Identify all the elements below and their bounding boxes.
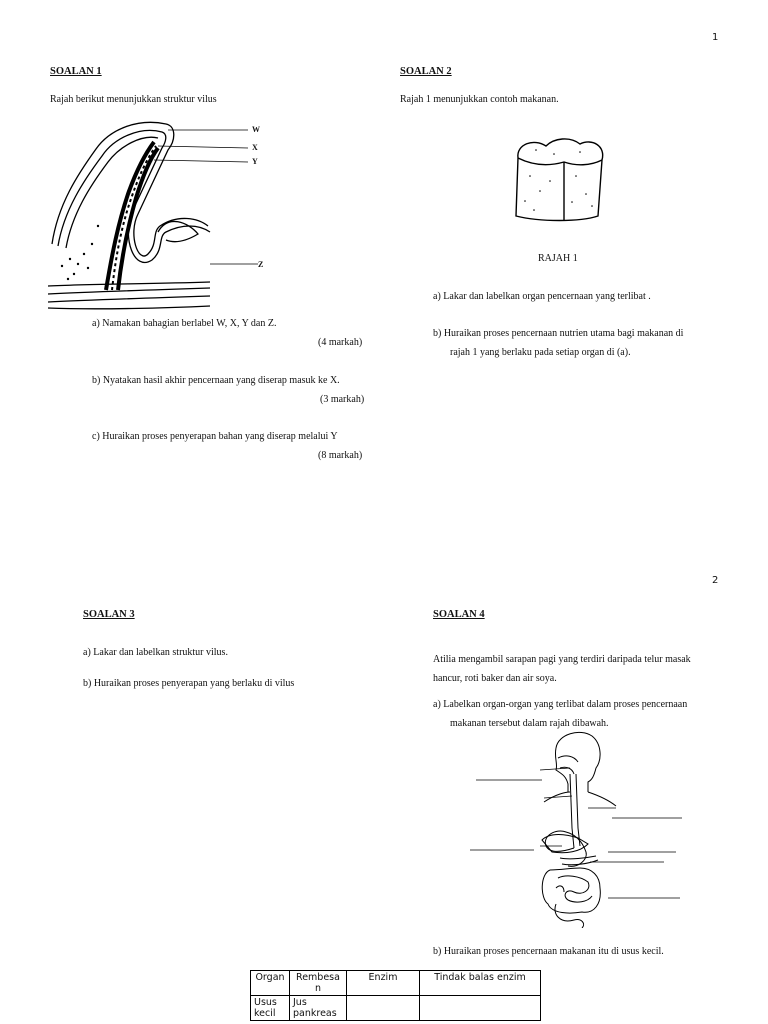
q4-intro-line1: Atilia mengambil sarapan pagi yang terdiri daripada telur masak	[433, 654, 691, 665]
table-header-cell	[290, 971, 347, 996]
header-organ: Organ	[255, 972, 285, 983]
q2-intro: Rajah 1 menunjukkan contoh makanan.	[400, 94, 559, 105]
q2-part-b-line1: b) Huraikan proses pencernaan nutrien utama bagi makanan di	[433, 328, 684, 339]
q3-heading: SOALAN 3	[83, 609, 135, 620]
q4-part-a-line1: a) Labelkan organ-organ yang terlibat dalam proses pencernaan	[433, 699, 688, 710]
q2-part-a: a) Lakar dan labelkan organ pencernaan yang terlibat .	[433, 291, 651, 302]
header-enzim: Enzim	[368, 972, 398, 983]
bread-image	[510, 136, 610, 226]
table-cell	[420, 996, 541, 1021]
q1-part-c: c) Huraikan proses penyerapan bahan yang diserap melalui Y	[92, 431, 338, 442]
q1-part-a: a) Namakan bahagian berlabel W, X, Y dan Z.	[92, 318, 277, 329]
header-rembesan: Rembesa n	[296, 972, 340, 994]
page-number-2: 2	[712, 575, 719, 586]
q1-intro: Rajah berikut menunjukkan struktur vilus	[50, 94, 217, 105]
q4-part-a-line2: makanan tersebut dalam rajah dibawah.	[450, 718, 609, 729]
q1-part-c-marks: (8 markah)	[318, 450, 363, 461]
q4-part-b: b) Huraikan proses pencernaan makanan itu di usus kecil.	[433, 946, 664, 957]
table-header-cell	[251, 971, 290, 996]
q3-part-b: b) Huraikan proses penyerapan yang berlaku di vilus	[83, 678, 295, 689]
label-x: X	[252, 143, 258, 152]
villus-diagram	[48, 114, 278, 314]
q2-caption: RAJAH 1	[538, 253, 578, 264]
table-header-row	[251, 971, 541, 996]
page-number-1: 1	[712, 32, 719, 43]
q1-part-b-marks: (3 markah)	[320, 394, 365, 405]
table-cell	[251, 996, 290, 1021]
q1-heading: SOALAN 1	[50, 66, 102, 77]
digestive-system-diagram	[470, 728, 686, 928]
label-z: Z	[258, 260, 264, 269]
label-w: W	[252, 125, 260, 134]
q2-part-b-line2: rajah 1 yang berlaku pada setiap organ di (a).	[450, 347, 631, 358]
cell-organ: Usus kecil	[254, 997, 277, 1019]
cell-rembesan: Jus pankreas	[293, 997, 337, 1019]
q3-part-a: a) Lakar dan labelkan struktur vilus.	[83, 647, 228, 658]
q4-intro-line2: hancur, roti baker dan air soya.	[433, 673, 557, 684]
table-header-cell	[420, 971, 541, 996]
q2-heading: SOALAN 2	[400, 66, 452, 77]
table-row	[251, 996, 541, 1021]
header-tindak-balas: Tindak balas enzim	[434, 972, 526, 983]
q4-heading: SOALAN 4	[433, 609, 485, 620]
organ-enzyme-table	[250, 970, 541, 1021]
table-header-cell	[347, 971, 420, 996]
table-cell	[347, 996, 420, 1021]
q1-part-b: b) Nyatakan hasil akhir pencernaan yang diserap masuk ke X.	[92, 375, 340, 386]
q1-part-a-marks: (4 markah)	[318, 337, 363, 348]
table-cell	[290, 996, 347, 1021]
label-y: Y	[252, 157, 258, 166]
